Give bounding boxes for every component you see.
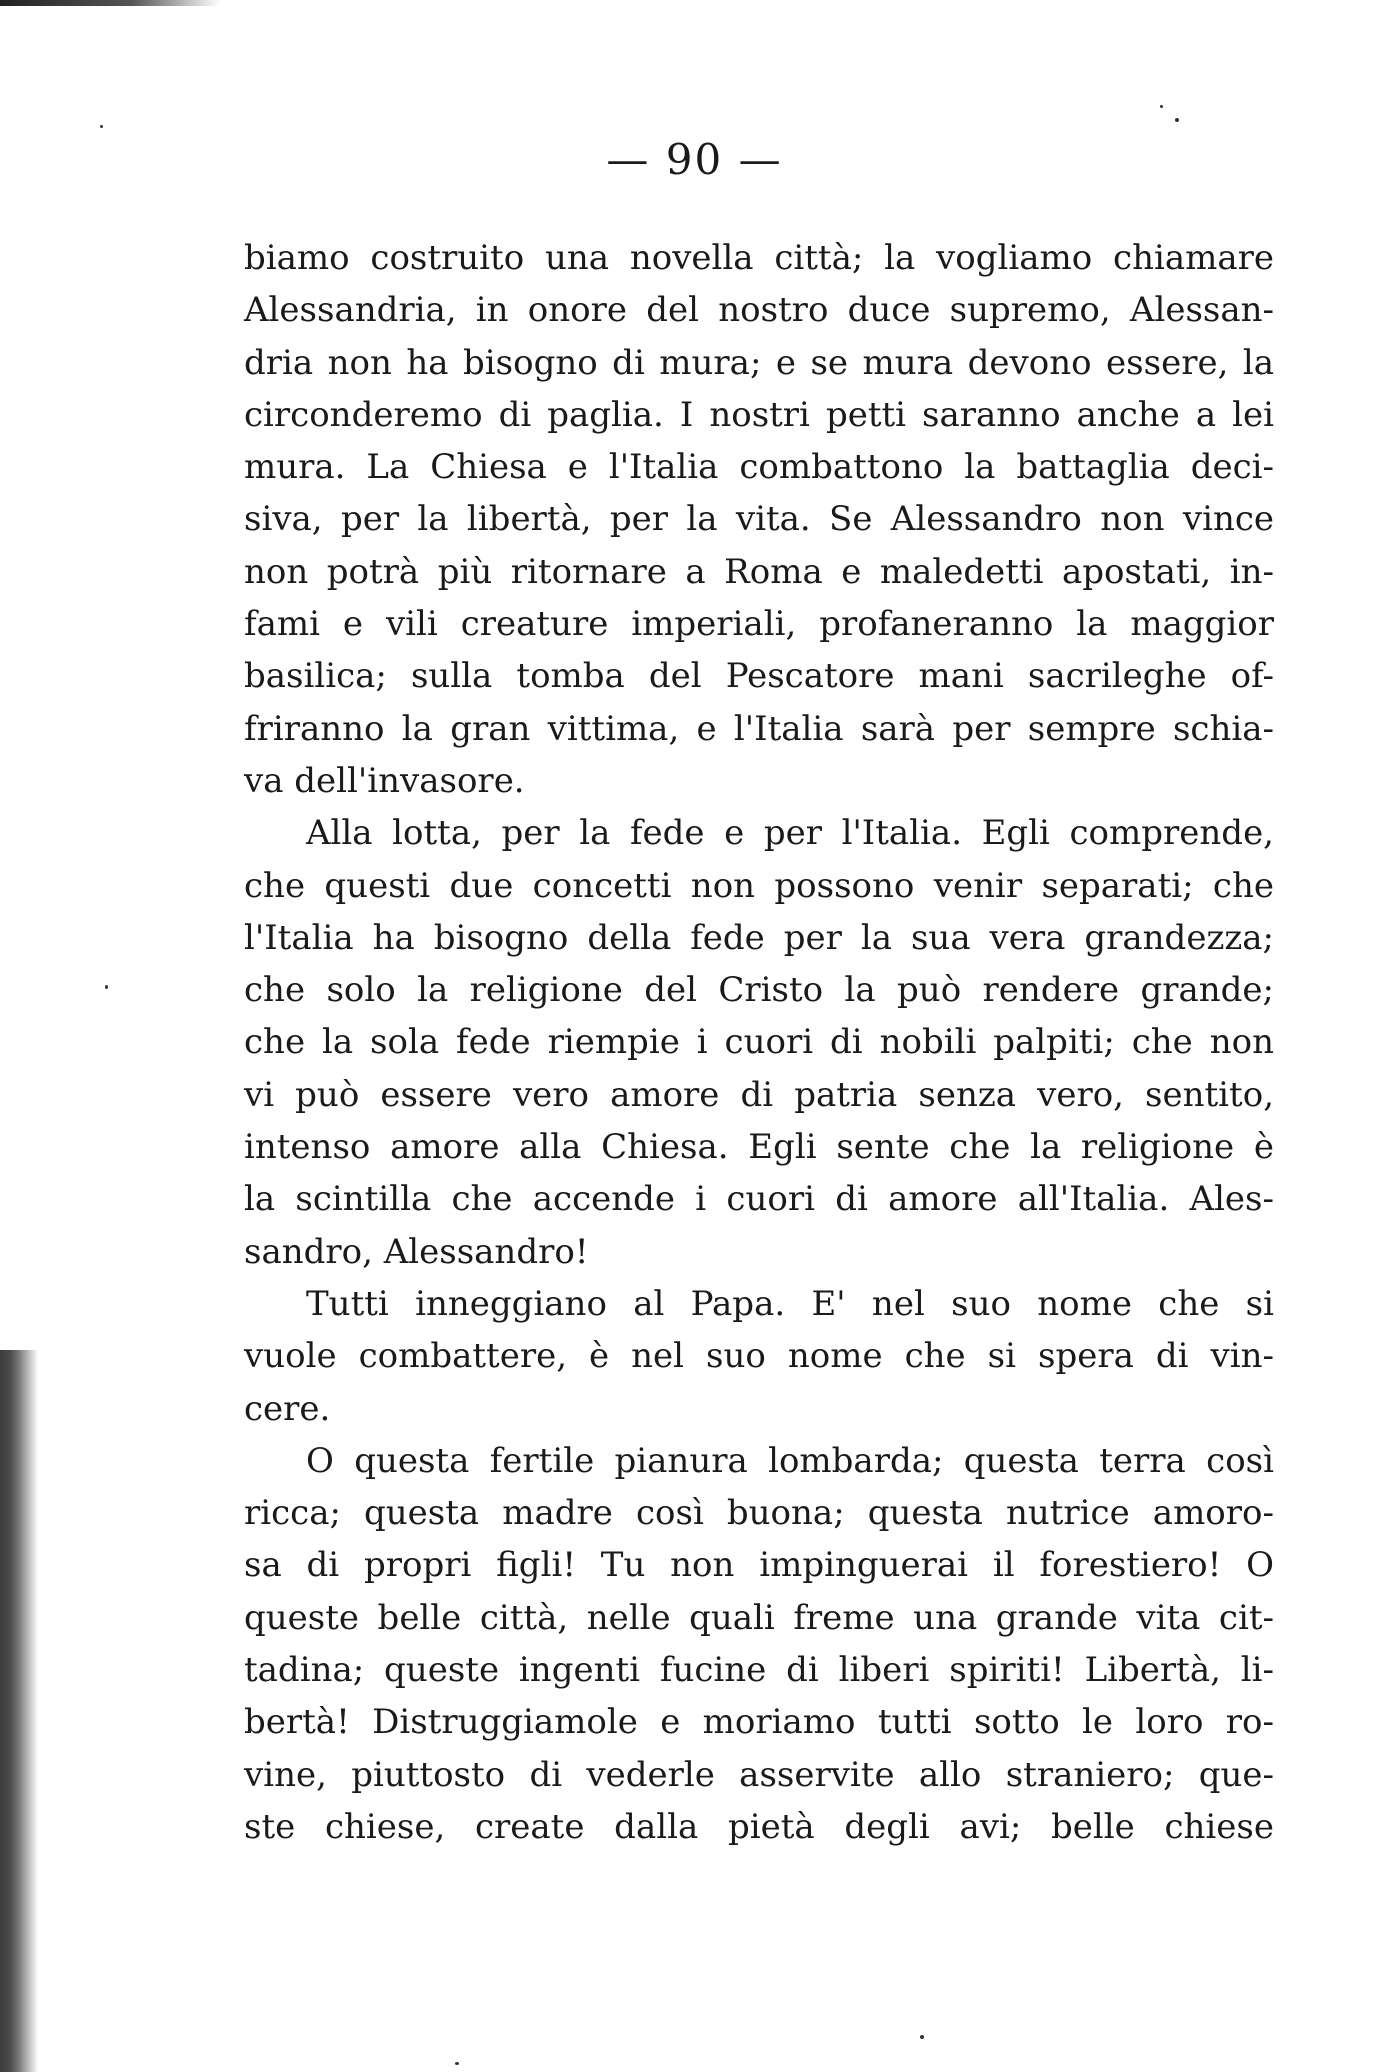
scan-speck (1175, 118, 1179, 122)
scan-speck (100, 125, 103, 128)
text-line: vine, piuttosto di vederle asservite allo straniero; que- (244, 1754, 1274, 1795)
text-line: vi può essere vero amore di patria senza vero, sentito, (244, 1074, 1274, 1115)
text-line: non potrà più ritornare a Roma e maledetti apostati, in- (244, 551, 1274, 592)
text-line: O questa fertile pianura lombarda; questa terra così (306, 1440, 1274, 1481)
text-line: l'Italia ha bisogno della fede per la sua vera grandezza; (244, 917, 1274, 958)
text-line: tadina; queste ingenti fucine di liberi spiriti! Libertà, li- (244, 1650, 1274, 1691)
page-text-body (244, 232, 1274, 1853)
text-line: ricca; questa madre così buona; questa nutrice amoro- (244, 1493, 1274, 1534)
text-line: basilica; sulla tomba del Pescatore mani sacrileghe of- (244, 656, 1274, 697)
text-line: cere. (244, 1388, 331, 1429)
text-line: che solo la religione del Cristo la può rendere grande; (244, 970, 1274, 1011)
text-line: queste belle città, nelle quali freme una grande vita cit- (244, 1597, 1274, 1638)
text-line: Alla lotta, per la fede e per l'Italia. Egli comprende, (306, 813, 1274, 854)
text-line: fami e vili creature imperiali, profaneranno la maggior (244, 604, 1274, 645)
text-line: siva, per la libertà, per la vita. Se Alessandro non vince (244, 499, 1274, 540)
text-line: sa di propri figli! Tu non impinguerai il forestiero! O (244, 1545, 1274, 1586)
text-line: ste chiese, create dalla pietà degli avi; belle chiese (244, 1806, 1274, 1847)
text-line: circonderemo di paglia. I nostri petti saranno anche a lei (244, 394, 1274, 435)
text-line: bertà! Distruggiamole e moriamo tutti sotto le loro ro- (244, 1702, 1274, 1743)
scan-speck (455, 2062, 459, 2065)
text-line: la scintilla che accende i cuori di amore all'Italia. Ales- (244, 1179, 1274, 1220)
text-line: mura. La Chiesa e l'Italia combattono la battaglia deci- (244, 447, 1274, 488)
text-line: che questi due concetti non possono venir separati; che (244, 865, 1274, 906)
scan-speck (1160, 105, 1163, 108)
text-line: biamo costruito una novella città; la vogliamo chiamare (244, 238, 1274, 278)
text-line: intenso amore alla Chiesa. Egli sente che la religione è (244, 1127, 1274, 1168)
text-line: sandro, Alessandro! (244, 1231, 589, 1272)
text-line: Alessandria, in onore del nostro duce supremo, Alessan- (244, 290, 1274, 331)
scan-top-edge-artifact (0, 0, 220, 6)
text-line: friranno la gran vittima, e l'Italia sarà per sempre schia- (244, 708, 1274, 749)
text-line: vuole combattere, è nel suo nome che si spera di vin- (244, 1336, 1274, 1377)
scan-speck (920, 2035, 924, 2039)
text-line: che la sola fede riempie i cuori di nobili palpiti; che non (244, 1022, 1274, 1063)
text-line: Tutti inneggiano al Papa. E' nel suo nome che si (306, 1283, 1274, 1324)
scan-binding-edge-artifact (0, 1350, 50, 2072)
scan-speck (105, 985, 108, 989)
text-line: va dell'invasore. (244, 760, 525, 801)
page-number: — 90 — (606, 135, 783, 184)
text-line: dria non ha bisogno di mura; e se mura devono essere, la (244, 342, 1274, 383)
